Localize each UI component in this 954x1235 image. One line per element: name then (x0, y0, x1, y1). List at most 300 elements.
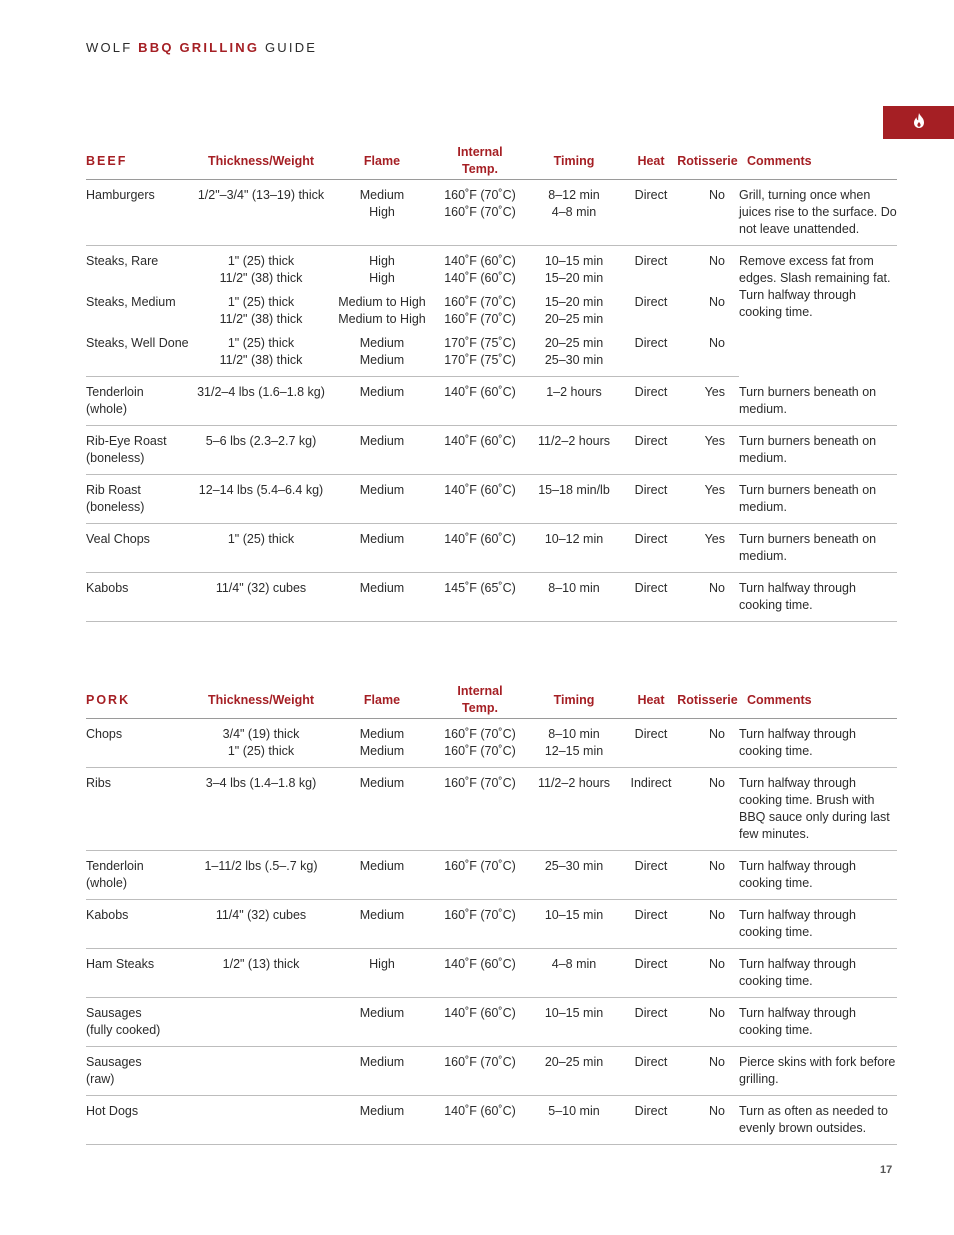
thickness-cell-line: 11/4" (32) cubes (215, 581, 307, 595)
item-name-line: (fully cooked) (86, 1023, 161, 1037)
temp-cell (438, 1047, 522, 1096)
beef-section-label: BEEF (86, 143, 196, 180)
heat-cell-line: Direct (634, 483, 668, 497)
heat-cell-line: Direct (634, 336, 668, 350)
table-row (86, 377, 897, 426)
temp-cell-line: 140˚F (60˚C) (444, 532, 516, 546)
flame-cell (326, 573, 438, 622)
comments-cell: Pierce skins with fork before grilling. (739, 1047, 897, 1096)
comments-cell: Turn halfway through cooking time. (739, 998, 897, 1047)
heat-cell-line: Direct (634, 1006, 668, 1020)
thickness-cell (196, 475, 326, 524)
flame-cell-line: Medium (359, 859, 405, 873)
temp-cell-line: 160˚F (70˚C) (444, 188, 516, 202)
item-name (86, 287, 196, 328)
comments-cell: Turn halfway through cooking time. Brush with BBQ sauce only during last few minutes. (739, 768, 897, 851)
col-thickness: Thickness/Weight (196, 143, 326, 180)
timing-cell-line: 11/2–2 hours (537, 434, 611, 448)
table-row (86, 719, 897, 768)
heat-cell (626, 1047, 676, 1096)
timing-cell-line: 8–10 min (548, 727, 600, 741)
temp-cell (438, 851, 522, 900)
thickness-cell (196, 900, 326, 949)
comments-cell: Turn halfway through cooking time. (739, 719, 897, 768)
item-name-line: Tenderloin (86, 859, 144, 873)
thickness-cell-line: 1" (25) thick (227, 295, 295, 309)
temp-cell-line: 160˚F (70˚C) (444, 776, 516, 790)
comments-cell: Turn burners beneath on medium. (739, 475, 897, 524)
timing-cell (522, 524, 626, 573)
temp-cell-line: 140˚F (60˚C) (444, 385, 516, 399)
timing-cell-line: 15–20 min (544, 295, 604, 309)
item-name (86, 246, 196, 288)
thickness-cell (196, 768, 326, 851)
heat-cell-line: Direct (634, 434, 668, 448)
thickness-cell (196, 998, 326, 1047)
heat-cell-line: Indirect (630, 776, 672, 790)
rotisserie-cell-line: Yes (704, 532, 725, 546)
flame-cell-line: Medium (359, 908, 405, 922)
col-flame: Flame (326, 143, 438, 180)
col-comments: Comments (739, 682, 897, 719)
table-row (86, 246, 897, 288)
rotisserie-cell-line: No (709, 1055, 725, 1069)
col-thickness: Thickness/Weight (196, 682, 326, 719)
flame-cell-line: Medium (359, 1104, 405, 1118)
rotisserie-cell (676, 180, 739, 246)
heat-cell (626, 949, 676, 998)
timing-cell (522, 573, 626, 622)
item-name-line: (raw) (86, 1072, 115, 1086)
flame-cell-line: Medium to High (338, 295, 426, 309)
flame-cell-line: High (369, 254, 395, 268)
item-name-line: Sausages (86, 1006, 142, 1020)
flame-cell-line: Medium (359, 744, 405, 758)
rotisserie-cell (676, 949, 739, 998)
timing-cell (522, 900, 626, 949)
rotisserie-cell (676, 475, 739, 524)
item-name-line: (whole) (86, 876, 127, 890)
timing-cell-line: 12–15 min (544, 744, 604, 758)
thickness-cell (196, 180, 326, 246)
timing-cell (522, 1096, 626, 1145)
rotisserie-cell (676, 377, 739, 426)
item-name-line: Rib-Eye Roast (86, 434, 167, 448)
section-tab (883, 106, 954, 139)
thickness-cell-line: 11/2" (38) thick (219, 353, 303, 367)
flame-cell-line: Medium to High (338, 312, 426, 326)
item-name (86, 719, 196, 768)
comments-cell: Turn as often as needed to evenly brown outsides. (739, 1096, 897, 1145)
item-name-line: Tenderloin (86, 385, 144, 399)
heat-cell (626, 524, 676, 573)
temp-cell-line: 160˚F (70˚C) (444, 312, 516, 326)
temp-cell (438, 287, 522, 328)
temp-cell-line: 160˚F (70˚C) (444, 205, 516, 219)
rotisserie-cell-line: No (709, 957, 725, 971)
item-name-line: Hamburgers (86, 188, 155, 202)
thickness-cell-line: 1" (25) thick (227, 532, 295, 546)
timing-cell-line: 4–8 min (551, 205, 597, 219)
comments-cell: Turn halfway through cooking time. (739, 573, 897, 622)
table-row (86, 180, 897, 246)
heat-cell-line: Direct (634, 532, 668, 546)
thickness-cell (196, 377, 326, 426)
temp-cell-line: 140˚F (60˚C) (444, 1104, 516, 1118)
comments-cell: Turn halfway through cooking time. (739, 851, 897, 900)
timing-cell-line: 20–25 min (544, 1055, 604, 1069)
flame-cell (326, 719, 438, 768)
flame-cell (326, 287, 438, 328)
flame-cell-line: Medium (359, 1055, 405, 1069)
flame-cell (326, 180, 438, 246)
heat-cell (626, 719, 676, 768)
timing-cell (522, 426, 626, 475)
item-name-line: (boneless) (86, 500, 145, 514)
timing-cell-line: 8–12 min (548, 188, 600, 202)
item-name (86, 524, 196, 573)
item-name (86, 1096, 196, 1145)
comments-cell: Remove excess fat from edges. Slash remaining fat. Turn halfway through cooking time. (739, 254, 891, 319)
pork-section-label: PORK (86, 682, 196, 719)
thickness-cell (196, 949, 326, 998)
temp-cell (438, 949, 522, 998)
temp-cell (438, 426, 522, 475)
col-rotisserie: Rotisserie (676, 143, 739, 180)
item-name-line: Kabobs (86, 581, 129, 595)
temp-cell (438, 180, 522, 246)
item-name (86, 949, 196, 998)
heat-cell (626, 768, 676, 851)
thickness-cell (196, 1096, 326, 1145)
temp-cell (438, 998, 522, 1047)
heat-cell-line: Direct (634, 385, 668, 399)
item-name-line: Steaks, Rare (86, 254, 159, 268)
rotisserie-cell (676, 900, 739, 949)
rotisserie-cell-line: No (709, 727, 725, 741)
flame-cell-line: Medium (359, 483, 405, 497)
temp-cell (438, 377, 522, 426)
col-timing: Timing (522, 143, 626, 180)
table-row (86, 900, 897, 949)
temp-cell (438, 768, 522, 851)
comments-cell: Grill, turning once when juices rise to the surface. Do not leave unattended. (739, 180, 897, 246)
thickness-cell-line: 3/4" (19) thick (222, 727, 300, 741)
item-name (86, 475, 196, 524)
page-number: 17 (880, 1164, 893, 1176)
thickness-cell-line: 1/2" (13) thick (222, 957, 300, 971)
flame-cell (326, 475, 438, 524)
header-suffix: GUIDE (265, 40, 318, 55)
thickness-cell-line: 11/2" (38) thick (219, 312, 303, 326)
table-row (86, 949, 897, 998)
flame-cell (326, 949, 438, 998)
thickness-cell-line: 31/2–4 lbs (1.6–1.8 kg) (197, 385, 325, 399)
table-row (86, 524, 897, 573)
rotisserie-cell-line: No (709, 1006, 725, 1020)
item-name (86, 426, 196, 475)
timing-cell-line: 10–15 min (544, 254, 604, 268)
timing-cell (522, 287, 626, 328)
flame-cell-line: High (369, 205, 395, 219)
col-timing: Timing (522, 682, 626, 719)
col-heat: Heat (626, 682, 676, 719)
temp-cell (438, 475, 522, 524)
thickness-cell-line: 12–14 lbs (5.4–6.4 kg) (198, 483, 324, 497)
heat-cell-line: Direct (634, 859, 668, 873)
timing-cell-line: 25–30 min (544, 859, 604, 873)
flame-cell (326, 998, 438, 1047)
item-name-line: (whole) (86, 402, 127, 416)
flame-cell (326, 1096, 438, 1145)
flame-cell-line: Medium (359, 776, 405, 790)
item-name (86, 998, 196, 1047)
rotisserie-cell-line: No (709, 336, 725, 350)
timing-cell (522, 949, 626, 998)
item-name (86, 573, 196, 622)
flame-cell-line: Medium (359, 434, 405, 448)
temp-cell-line: 140˚F (60˚C) (444, 434, 516, 448)
rotisserie-cell (676, 1047, 739, 1096)
temp-cell (438, 1096, 522, 1145)
thickness-cell (196, 851, 326, 900)
timing-cell-line: 15–20 min (544, 271, 604, 285)
timing-cell (522, 328, 626, 377)
flame-cell (326, 377, 438, 426)
rotisserie-cell-line: No (709, 776, 725, 790)
timing-cell (522, 377, 626, 426)
thickness-cell-line: 5–6 lbs (2.3–2.7 kg) (205, 434, 317, 448)
rotisserie-cell-line: No (709, 254, 725, 268)
flame-cell-line: Medium (359, 727, 405, 741)
thickness-cell-line: 1" (25) thick (227, 744, 295, 758)
col-comments: Comments (739, 143, 897, 180)
flame-cell (326, 524, 438, 573)
thickness-cell (196, 1047, 326, 1096)
temp-cell-line: 160˚F (70˚C) (444, 295, 516, 309)
flame-cell (326, 768, 438, 851)
col-internal-temp: Internal Temp. (438, 682, 522, 719)
rotisserie-cell (676, 426, 739, 475)
heat-cell (626, 377, 676, 426)
thickness-cell (196, 719, 326, 768)
flame-cell (326, 1047, 438, 1096)
rotisserie-cell (676, 524, 739, 573)
temp-cell (438, 900, 522, 949)
heat-cell (626, 900, 676, 949)
timing-cell (522, 246, 626, 288)
timing-cell-line: 10–15 min (544, 908, 604, 922)
thickness-cell-line: 11/2" (38) thick (219, 271, 303, 285)
thickness-cell-line: 1/2"–3/4" (13–19) thick (197, 188, 325, 202)
temp-cell-line: 140˚F (60˚C) (444, 957, 516, 971)
flame-cell-line: Medium (359, 336, 405, 350)
item-name-line: Chops (86, 727, 123, 741)
item-name-line: Veal Chops (86, 532, 150, 546)
item-name-line: Steaks, Medium (86, 295, 176, 309)
heat-cell-line: Direct (634, 1055, 668, 1069)
rotisserie-cell (676, 573, 739, 622)
pork-table (86, 682, 897, 1145)
rotisserie-cell-line: No (709, 908, 725, 922)
timing-cell-line: 1–2 hours (546, 385, 602, 399)
heat-cell (626, 851, 676, 900)
flame-cell (326, 900, 438, 949)
flame-cell (326, 426, 438, 475)
item-name (86, 180, 196, 246)
flame-cell (326, 851, 438, 900)
item-name (86, 1047, 196, 1096)
temp-cell-line: 170˚F (75˚C) (444, 353, 516, 367)
thickness-cell (196, 426, 326, 475)
temp-cell (438, 328, 522, 377)
timing-cell-line: 20–25 min (544, 336, 604, 350)
flame-cell-line: Medium (359, 353, 405, 367)
flame-cell-line: High (369, 957, 395, 971)
thickness-cell (196, 573, 326, 622)
rotisserie-cell-line: Yes (704, 385, 725, 399)
heat-cell-line: Direct (634, 908, 668, 922)
timing-cell-line: 25–30 min (544, 353, 604, 367)
item-name-line: Ribs (86, 776, 112, 790)
thickness-cell (196, 246, 326, 288)
heat-cell (626, 246, 676, 288)
thickness-cell-line: 1" (25) thick (227, 254, 295, 268)
col-internal-temp: Internal Temp. (438, 143, 522, 180)
rotisserie-cell-line: No (709, 295, 725, 309)
header-brand: WOLF (86, 40, 133, 55)
rotisserie-cell (676, 1096, 739, 1145)
header-accent: BBQ GRILLING (138, 40, 260, 55)
flame-cell-line: Medium (359, 581, 405, 595)
item-name-line: Ham Steaks (86, 957, 155, 971)
item-name (86, 377, 196, 426)
col-heat: Heat (626, 143, 676, 180)
beef-table (86, 143, 897, 622)
heat-cell (626, 426, 676, 475)
temp-cell-line: 140˚F (60˚C) (444, 254, 516, 268)
timing-cell (522, 180, 626, 246)
item-name (86, 328, 196, 377)
rotisserie-cell (676, 719, 739, 768)
thickness-cell (196, 524, 326, 573)
heat-cell (626, 573, 676, 622)
rotisserie-cell (676, 287, 739, 328)
rotisserie-cell (676, 328, 739, 377)
item-name-line: Steaks, Well Done (86, 336, 189, 350)
temp-cell-line: 160˚F (70˚C) (444, 1055, 516, 1069)
heat-cell-line: Direct (634, 581, 668, 595)
thickness-cell-line: 11/4" (32) cubes (215, 908, 307, 922)
timing-cell (522, 998, 626, 1047)
comments-cell: Turn halfway through cooking time. (739, 900, 897, 949)
item-name-line: Rib Roast (86, 483, 141, 497)
rotisserie-cell-line: No (709, 581, 725, 595)
heat-cell-line: Direct (634, 254, 668, 268)
timing-cell-line: 4–8 min (551, 957, 597, 971)
temp-cell-line: 170˚F (75˚C) (444, 336, 516, 350)
rotisserie-cell-line: No (709, 859, 725, 873)
item-name-line: (boneless) (86, 451, 145, 465)
table-row (86, 1047, 897, 1096)
table-row (86, 851, 897, 900)
flame-cell-line: High (369, 271, 395, 285)
temp-cell (438, 524, 522, 573)
item-name (86, 851, 196, 900)
temp-cell-line: 160˚F (70˚C) (444, 744, 516, 758)
rotisserie-cell-line: No (709, 1104, 725, 1118)
temp-cell-line: 160˚F (70˚C) (444, 727, 516, 741)
temp-cell-line: 160˚F (70˚C) (444, 859, 516, 873)
timing-cell (522, 851, 626, 900)
heat-cell (626, 328, 676, 377)
flame-cell-line: Medium (359, 188, 405, 202)
comments-cell: Turn burners beneath on medium. (739, 377, 897, 426)
item-name-line: Sausages (86, 1055, 142, 1069)
flame-cell-line: Medium (359, 1006, 405, 1020)
flame-cell-line: Medium (359, 385, 405, 399)
heat-cell-line: Direct (634, 188, 668, 202)
col-rotisserie: Rotisserie (676, 682, 739, 719)
temp-cell-line: 140˚F (60˚C) (444, 1006, 516, 1020)
comments-cell: Turn burners beneath on medium. (739, 426, 897, 475)
flame-cell (326, 328, 438, 377)
temp-cell-line: 160˚F (70˚C) (444, 908, 516, 922)
heat-cell (626, 287, 676, 328)
thickness-cell (196, 328, 326, 377)
thickness-cell (196, 287, 326, 328)
flame-cell (326, 246, 438, 288)
timing-cell-line: 20–25 min (544, 312, 604, 326)
temp-cell-line: 145˚F (65˚C) (444, 581, 516, 595)
col-flame: Flame (326, 682, 438, 719)
timing-cell-line: 11/2–2 hours (537, 776, 611, 790)
rotisserie-cell (676, 246, 739, 288)
page-header (86, 40, 317, 55)
item-name-line: Kabobs (86, 908, 129, 922)
rotisserie-cell (676, 998, 739, 1047)
timing-cell (522, 1047, 626, 1096)
heat-cell-line: Direct (634, 957, 668, 971)
comments-cell: Turn halfway through cooking time. (739, 949, 897, 998)
timing-cell-line: 10–15 min (544, 1006, 604, 1020)
heat-cell (626, 1096, 676, 1145)
item-name-line: Hot Dogs (86, 1104, 139, 1118)
temp-cell (438, 719, 522, 768)
timing-cell (522, 719, 626, 768)
heat-cell-line: Direct (634, 295, 668, 309)
item-name (86, 768, 196, 851)
flame-cell-line: Medium (359, 532, 405, 546)
rotisserie-cell-line: Yes (704, 434, 725, 448)
timing-cell-line: 5–10 min (548, 1104, 600, 1118)
thickness-cell-line: 1–11/2 lbs (.5–.7 kg) (204, 859, 318, 873)
table-row (86, 1096, 897, 1145)
rotisserie-cell-line: No (709, 188, 725, 202)
thickness-cell-line: 3–4 lbs (1.4–1.8 kg) (205, 776, 317, 790)
thickness-cell-line: 1" (25) thick (227, 336, 295, 350)
timing-cell-line: 10–12 min (544, 532, 604, 546)
temp-cell (438, 246, 522, 288)
rotisserie-cell (676, 768, 739, 851)
rotisserie-cell (676, 851, 739, 900)
heat-cell-line: Direct (634, 1104, 668, 1118)
flame-icon (913, 113, 925, 133)
table-row (86, 426, 897, 475)
heat-cell-line: Direct (634, 727, 668, 741)
timing-cell-line: 8–10 min (548, 581, 600, 595)
table-row (86, 998, 897, 1047)
